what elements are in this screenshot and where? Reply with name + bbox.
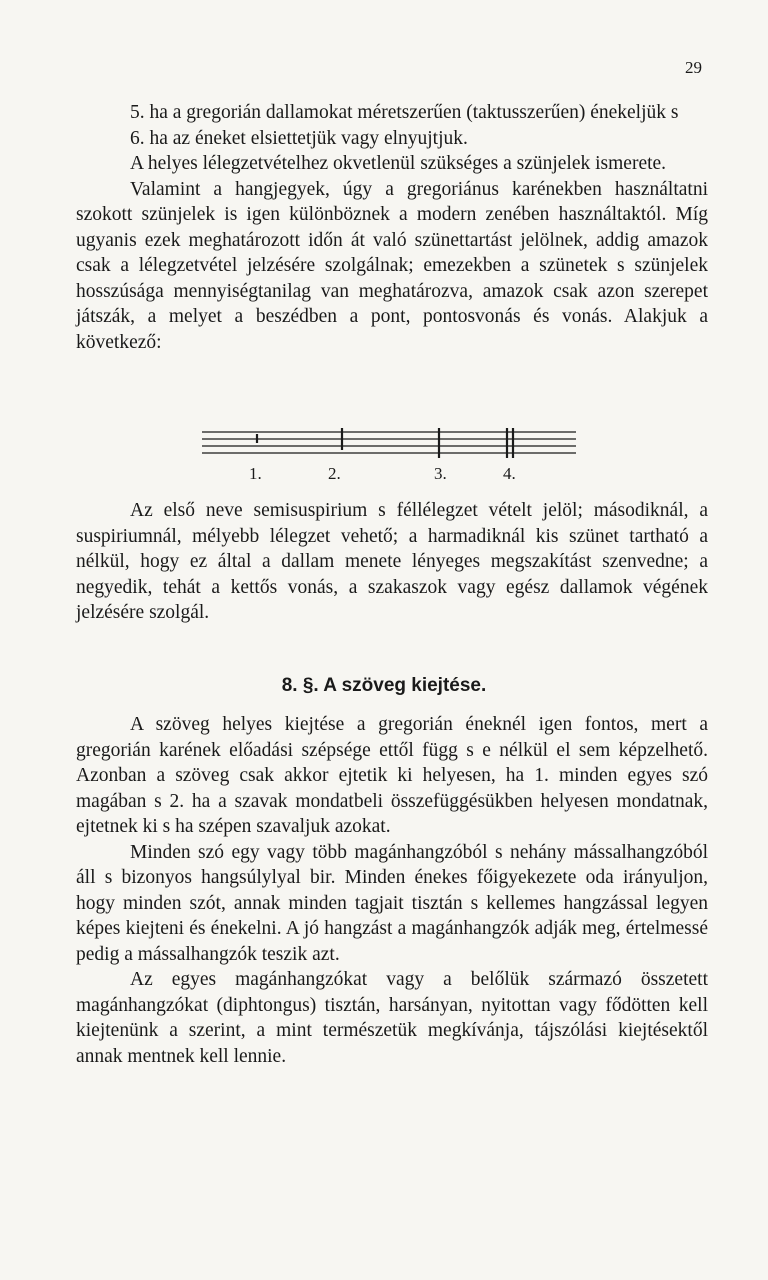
list-item-5: 5. ha a gregorián dallamokat méretszerűen (taktusszerűen) énekeljük s (130, 102, 679, 123)
paragraph-rest-meaning: Az első neve semisuspirium s féllélegzet vételt jelöl; másodiknál, a suspiriumnál, mélyebb lélegzet vehető; a harmadiknál kis szünet tartható a nélkül, hogy ez által a dallam menete lényeges megszakítást szenvedne; a negyedik, tehát a kettős vonás, a szakaszok vagy egész dallamok végének jelzésére szolgál. (76, 500, 708, 623)
page-number: 29 (685, 58, 702, 77)
intro-text (76, 100, 708, 355)
rest-description (76, 498, 708, 626)
rest-label-4: 4. (503, 464, 516, 483)
section-heading: 8. §. A szöveg kiejtése. (281, 675, 487, 696)
paragraph-rest-signs: Valamint a hangjegyek, úgy a gregoriánus karénekben használtatni szokott szünjelek is igen különböznek a modern zenében használtaktól. Míg ugyanis ezek meghatározott időn át való szünettartást jelölnek, addig amazok csak a lélegzetvétel jelzésére szolgálnak; emezekben a szünetek s szünjelek hosszúsága mennyiségtanilag van meghatározva, amazok csak azon szerepet játszák, a melyet a beszédben a pont, pontosvonás és vonás. Alakjuk a következő: (76, 178, 708, 353)
staff-lines (200, 428, 580, 462)
paragraph-diphthongs: Az egyes magánhangzókat vagy a belőlük származó összetett magánhangzókat (diphtongus) tisztán, harsányan, nyitottan vagy fődötten kell kiejtenünk a szerint, a mint természetük megkívánja, tájszólási kiejtésektől annak mentnek kell lennie. (76, 969, 708, 1067)
section-text (76, 712, 708, 1069)
paragraph-vowels-consonants: Minden szó egy vagy több magánhangzóból s nehány mássalhangzóból áll s bizonyos hangsúlylyal bir. Minden énekes főigyekezete oda irányuljon, hogy minden szót, annak minden tagjait tisztán s kellemes hangzással legyen képes kiejteni és énekelni. A jó hangzást a magánhangzók adják meg, értelmessé pedig a mássalhangzók teszik azt. (76, 841, 708, 965)
rest-signs-figure (200, 428, 580, 490)
rest-label-1: 1. (249, 464, 262, 483)
rest-label-2: 2. (328, 464, 341, 483)
paragraph-pronunciation: A szöveg helyes kiejtése a gregorián éneknél igen fontos, mert a gregorián karének előadási szépsége ettől függ s e nélkül el sem képzelhető. Azonban a szöveg csak akkor ejtetik ki helyesen, ha 1. minden egyes szó magában s 2. ha a szavak mondatbeli összefüggésükben helyesen mondatnak, ejtetnek ki s ha szépen szavaljuk azokat. (76, 714, 708, 837)
rest-label-3: 3. (434, 464, 447, 483)
list-item-6: 6. ha az éneket elsiettetjük vagy elnyujtjuk. (130, 127, 468, 149)
paragraph-breath: A helyes lélegzetvételhez okvetlenül szükséges a szünjelek ismerete. (130, 153, 667, 174)
